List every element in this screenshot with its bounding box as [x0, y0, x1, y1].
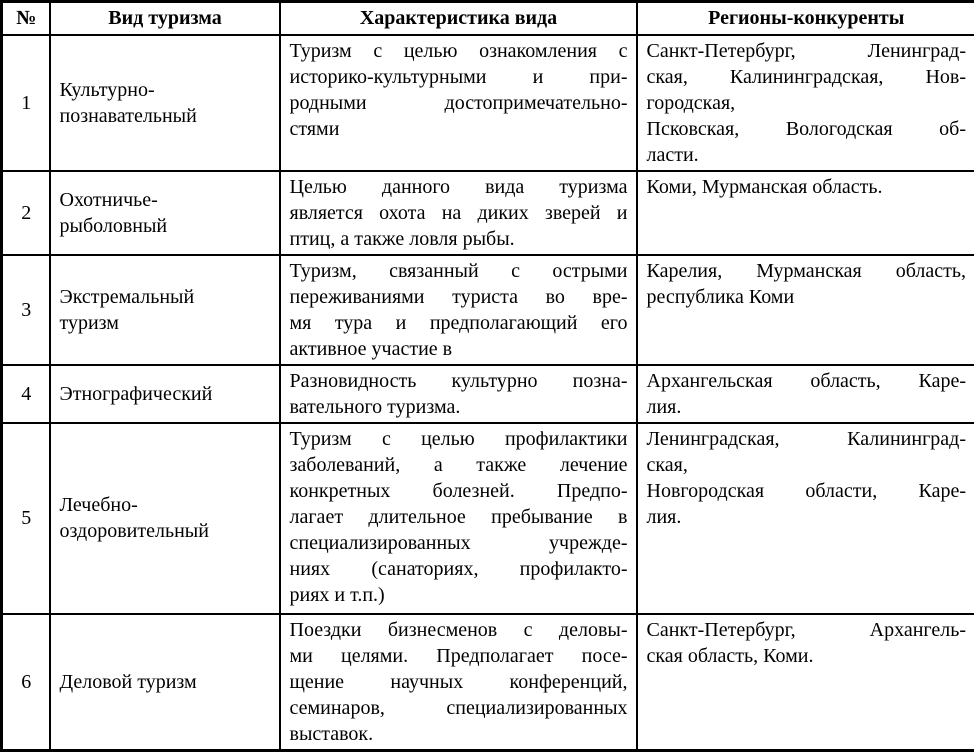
text-line: Разновидность культурно позна-	[290, 368, 628, 394]
row-number-cell: 6	[2, 614, 50, 751]
text-line: специализированных учрежде-	[290, 530, 628, 556]
text-line: Культурно-	[60, 77, 271, 103]
regions-cell	[637, 365, 974, 423]
text-line: Карелия, Мурманская область,	[647, 258, 967, 284]
text-line: городская,	[647, 90, 967, 116]
text-line: ская, Калининградская, Нов-	[647, 64, 967, 90]
row-number-cell: 4	[2, 365, 50, 423]
text-line: щение научных конференций,	[290, 669, 628, 695]
text-line: выставок.	[290, 721, 628, 747]
text-line: стями	[290, 116, 628, 142]
text-line: ласти.	[647, 142, 967, 168]
tourism-type-cell	[50, 255, 280, 365]
table-row	[2, 255, 974, 365]
text-line: ми целями. Предполагает посе-	[290, 643, 628, 669]
text-line: является охота на диких зверей и	[290, 200, 628, 226]
text-line: риях и т.п.)	[290, 582, 628, 608]
text-line: Санкт-Петербург, Архангель-	[647, 617, 967, 643]
text-line: ская область, Коми.	[647, 643, 967, 669]
text-line: рыболовный	[60, 213, 271, 239]
text-line: переживаниями туриста во вре-	[290, 284, 628, 310]
text-line: ская,	[647, 452, 967, 478]
text-line: Коми, Мурманская область.	[647, 174, 967, 200]
text-line: активное участие в	[290, 336, 628, 362]
row-number-cell: 5	[2, 423, 50, 614]
header-row	[2, 2, 974, 35]
row-number-cell: 1	[2, 35, 50, 171]
text-line: птиц, а также ловля рыбы.	[290, 226, 628, 252]
text-line: республика Коми	[647, 284, 967, 310]
regions-cell	[637, 423, 974, 614]
text-line: Охотничье-	[60, 187, 271, 213]
text-line: семинаров, специализированных	[290, 695, 628, 721]
text-line: вательного туризма.	[290, 394, 628, 420]
table-row	[2, 171, 974, 255]
text-line: Поездки бизнесменов с деловы-	[290, 617, 628, 643]
header-characteristic: Характеристика вида	[280, 2, 637, 35]
text-line: лагает длительное пребывание в	[290, 504, 628, 530]
characteristic-cell	[280, 35, 637, 171]
tourism-type-cell	[50, 423, 280, 614]
text-line: Ленинградская, Калининград-	[647, 426, 967, 452]
text-line: Архангельская область, Каре-	[647, 368, 967, 394]
text-line: историко-культурными и при-	[290, 64, 628, 90]
text-line: Деловой туризм	[60, 669, 271, 695]
characteristic-cell	[280, 614, 637, 751]
header-regions: Регионы-конкуренты	[637, 2, 974, 35]
table-row	[2, 614, 974, 751]
text-line: туризм	[60, 310, 271, 336]
characteristic-cell	[280, 255, 637, 365]
table-row	[2, 365, 974, 423]
text-line: Псковская, Вологодская об-	[647, 116, 967, 142]
row-number-cell: 3	[2, 255, 50, 365]
tourism-type-cell	[50, 171, 280, 255]
tourism-type-cell	[50, 614, 280, 751]
table-row	[2, 35, 974, 171]
text-line: Лечебно-	[60, 492, 271, 518]
text-line: Санкт-Петербург, Ленинград-	[647, 38, 967, 64]
text-line: Туризм с целью профилактики	[290, 426, 628, 452]
regions-cell	[637, 614, 974, 751]
characteristic-cell	[280, 171, 637, 255]
text-line: мя тура и предполагающий его	[290, 310, 628, 336]
regions-cell	[637, 35, 974, 171]
characteristic-cell	[280, 365, 637, 423]
text-line: ниях (санаториях, профилакто-	[290, 556, 628, 582]
text-line: Экстремальный	[60, 284, 271, 310]
text-line: Новгородская области, Каре-	[647, 478, 967, 504]
table-row	[2, 423, 974, 614]
regions-cell	[637, 255, 974, 365]
header-tourism-type: Вид туризма	[50, 2, 280, 35]
text-line: Туризм с целью ознакомления с	[290, 38, 628, 64]
text-line: познавательный	[60, 103, 271, 129]
text-line: оздоровительный	[60, 518, 271, 544]
text-line: родными достопримечательно-	[290, 90, 628, 116]
text-line: Целью данного вида туризма	[290, 174, 628, 200]
text-line: заболеваний, а также лечение	[290, 452, 628, 478]
text-line: лия.	[647, 504, 967, 530]
text-line: Туризм, связанный с острыми	[290, 258, 628, 284]
row-number-cell: 2	[2, 171, 50, 255]
characteristic-cell	[280, 423, 637, 614]
regions-cell	[637, 171, 974, 255]
text-line: конкретных болезней. Предпо-	[290, 478, 628, 504]
text-line: Этнографический	[60, 381, 271, 407]
tourism-type-cell	[50, 35, 280, 171]
header-number: №	[2, 2, 50, 35]
tourism-type-cell	[50, 365, 280, 423]
text-line: лия.	[647, 394, 967, 420]
